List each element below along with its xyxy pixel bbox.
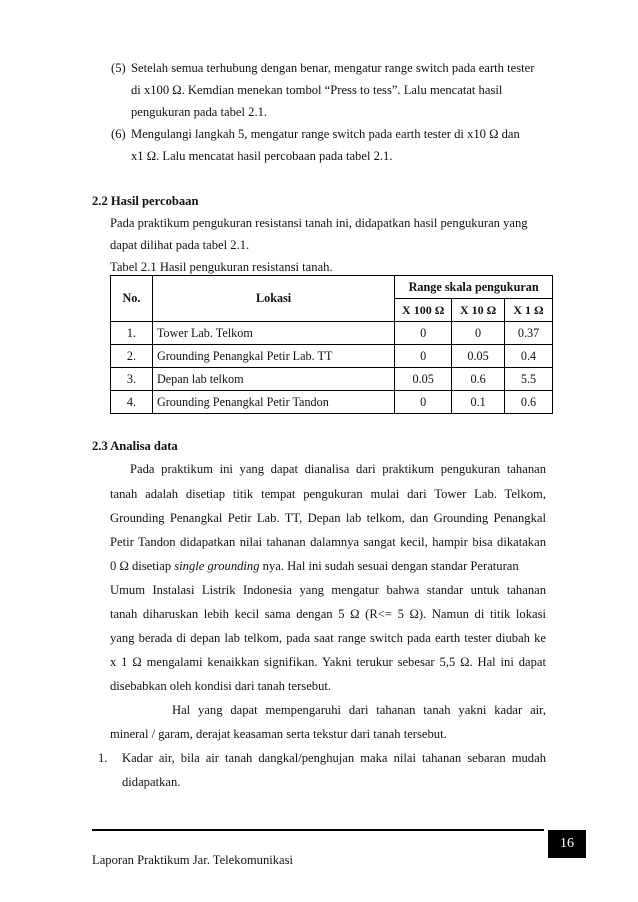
header-x1: X 1 Ω: [505, 299, 553, 322]
table-row: [111, 368, 553, 391]
cell-x10: 0: [452, 322, 505, 345]
section-2-3-heading: 2.3 Analisa data: [92, 439, 178, 453]
step-5-line-3: pengukuran pada tabel 2.1.: [131, 105, 268, 119]
step-6-line-2: x1 Ω. Lalu mencatat hasil percobaan pada tabel 2.1.: [131, 149, 393, 163]
cell-x1: 0.4: [505, 345, 553, 368]
cell-x1: 0.6: [505, 391, 553, 414]
section-2-2-heading: 2.2 Hasil percobaan: [92, 194, 199, 208]
cell-lokasi: Depan lab telkom: [152, 368, 394, 391]
section-2-2-paragraph-line-1: Pada praktikum pengukuran resistansi tanah ini, didapatkan hasil pengukuran yang: [110, 216, 528, 230]
analysis-line-7: tanah diharuskan lebih kecil sama dengan 5 Ω (R<= 5 Ω). Namun di titik lokasi: [110, 607, 546, 621]
analysis-paragraph-2-line-2: mineral / garam, derajat keasaman serta tekstur dari tanah tersebut.: [110, 727, 447, 741]
list-item-1-line-2: didapatkan.: [122, 775, 181, 789]
cell-x1: 0.37: [505, 322, 553, 345]
analysis-line-9: x 1 Ω mengalami kenaikkan signifikan. Yakni terukur sebesar 5,5 Ω. Hal ini dapat: [110, 655, 546, 669]
analysis-line-10: disebabkan oleh kondisi dari tanah tersebut.: [110, 679, 332, 693]
header-no: No.: [111, 276, 153, 322]
list-item-1-line-1: Kadar air, bila air tanah dangkal/penghujan maka nilai tahanan sebaran mudah: [122, 751, 546, 765]
cell-no: 2.: [111, 345, 153, 368]
cell-lokasi: Tower Lab. Telkom: [152, 322, 394, 345]
cell-x100: 0: [395, 345, 452, 368]
step-5-line-2: di x100 Ω. Kemdian menekan tombol “Press to tess”. Lalu mencatat hasil: [131, 83, 503, 97]
cell-x100: 0.05: [395, 368, 452, 391]
analysis-paragraph-2-line-1: Hal yang dapat mempengaruhi dari tahanan tanah yakni kadar air,: [172, 703, 546, 717]
header-x100: X 100 Ω: [395, 299, 452, 322]
results-table: [110, 275, 553, 414]
step-5-line-1: Setelah semua terhubung dengan benar, mengatur range switch pada earth tester: [131, 61, 535, 75]
analysis-line-5-pre: 0 Ω disetiap: [110, 559, 175, 573]
cell-x100: 0: [395, 322, 452, 345]
table-row: [111, 391, 553, 414]
analysis-line-3: Grounding Penangkal Petir Lab. TT, Depan lab telkom, dan Grounding Penangkal: [110, 511, 546, 525]
analysis-line-4: Petir Tandon didapatkan nilai tahanan dalamnya sangat kecil, hampir bisa dikatakan: [110, 535, 546, 549]
step-6-line-1: Mengulangi langkah 5, mengatur range switch pada earth tester di x10 Ω dan: [131, 127, 520, 141]
cell-x10: 0.05: [452, 345, 505, 368]
cell-no: 3.: [111, 368, 153, 391]
cell-x10: 0.1: [452, 391, 505, 414]
list-item-1-number: 1.: [98, 751, 108, 765]
analysis-line-8: yang berada di depan lab telkom, pada saat range switch pada earth tester diubah ke: [110, 631, 546, 645]
footer-rule: [92, 829, 544, 831]
analysis-line-5: [110, 558, 546, 574]
header-lokasi: Lokasi: [152, 276, 394, 322]
table-caption: Tabel 2.1 Hasil pengukuran resistansi tanah.: [110, 260, 333, 274]
footer-text: Laporan Praktikum Jar. Telekomunikasi: [92, 853, 294, 867]
cell-x100: 0: [395, 391, 452, 414]
header-range: Range skala pengukuran: [395, 276, 553, 299]
analysis-line-6: Umum Instalasi Listrik Indonesia yang mengatur bahwa standar untuk tahanan: [110, 583, 546, 597]
table-header-row: [111, 276, 553, 299]
cell-x10: 0.6: [452, 368, 505, 391]
cell-x1: 5.5: [505, 368, 553, 391]
section-2-2-paragraph-line-2: dapat dilihat pada tabel 2.1.: [110, 238, 250, 252]
analysis-line-1: Pada praktikum ini yang dapat dianalisa dari praktikum pengukuran tahanan: [130, 462, 546, 476]
cell-lokasi: Grounding Penangkal Petir Tandon: [152, 391, 394, 414]
cell-no: 1.: [111, 322, 153, 345]
table-row: [111, 345, 553, 368]
analysis-line-5-post: nya. Hal ini sudah sesuai dengan standar Peraturan: [259, 559, 519, 573]
header-x10: X 10 Ω: [452, 299, 505, 322]
step-6-number: (6): [111, 127, 126, 141]
step-5-number: (5): [111, 61, 126, 75]
single-grounding-term: single grounding: [174, 559, 260, 573]
cell-no: 4.: [111, 391, 153, 414]
page-number: 16: [548, 830, 586, 858]
table-row: [111, 322, 553, 345]
cell-lokasi: Grounding Penangkal Petir Lab. TT: [152, 345, 394, 368]
analysis-line-2: tanah adalah disetiap titik tempat pengukuran mulai dari Tower Lab. Telkom,: [110, 487, 546, 501]
